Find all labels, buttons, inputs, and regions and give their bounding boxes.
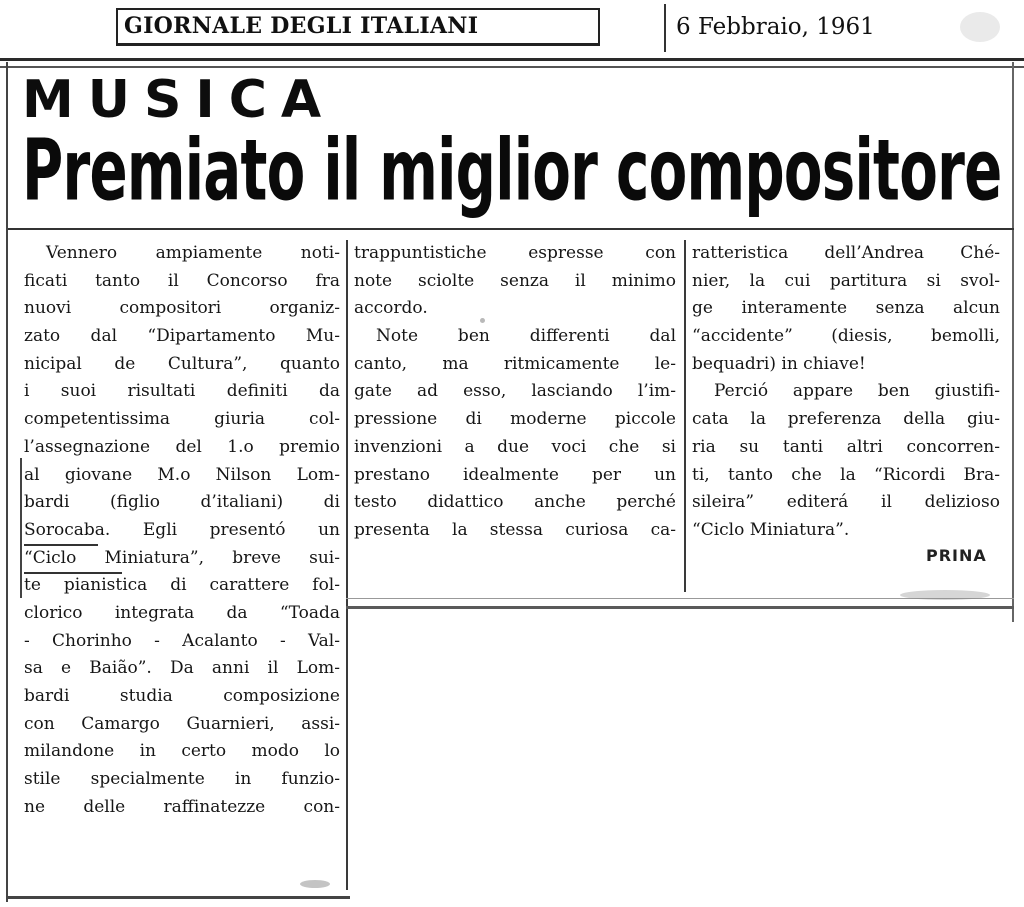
top-rule — [0, 58, 1024, 61]
column-divider — [684, 240, 686, 592]
right-border — [1012, 62, 1014, 622]
text-line: invenzioni a due voci che si — [354, 436, 676, 457]
text-line: bardi studia composizione — [24, 686, 340, 706]
text-line: ficati tanto il Concorso fra — [24, 270, 340, 291]
text-line: ge interamente senza alcun — [692, 298, 1000, 319]
text-line: - Chorinho - Acalanto - Val- — [24, 630, 340, 651]
text-line: note sciolte senza il minimo — [354, 270, 676, 291]
text-line: nuovi compositori organiz- — [24, 298, 340, 319]
article-column-2 — [354, 240, 676, 545]
text-line: bardi (figlio d’italiani) di — [24, 492, 340, 513]
text-line: testo didattico anche perché — [354, 492, 676, 513]
text-line: “Ciclo Miniatura”, breve sui- — [24, 547, 340, 568]
text-line: clorico integrata da “Toada — [24, 602, 340, 623]
article-column-1 — [24, 240, 340, 821]
text-line: sa e Baião”. Da anni il Lom- — [24, 658, 340, 679]
pencil-underline — [24, 572, 122, 574]
text-line: zato dal “Dipartamento Mu- — [24, 326, 340, 347]
text-line: nier, la cui partitura si svol- — [692, 270, 1000, 291]
text-line: accordo. — [354, 298, 428, 319]
text-line: milandone in certo modo lo — [24, 741, 340, 762]
text-line: gate ad esso, lasciando l’im- — [354, 381, 676, 402]
paper-stain — [900, 590, 990, 600]
text-line: pressione di moderne piccole — [354, 409, 676, 430]
text-line: ne delle raffinatezze con- — [24, 796, 340, 817]
text-line: “Ciclo Miniatura”. — [692, 519, 850, 540]
paper-stain — [300, 880, 330, 888]
paper-stain — [480, 318, 485, 323]
text-line: Note ben differenti dal — [376, 326, 676, 347]
article-column-3 — [692, 240, 1000, 545]
text-line: l’assegnazione del 1.o premio — [24, 436, 340, 457]
text-line: trappuntistiche espresse con — [354, 243, 676, 263]
left-border — [6, 62, 8, 902]
column-divider — [346, 240, 348, 890]
newspaper-name: GIORNALE DEGLI ITALIANI — [124, 13, 479, 39]
author-signature: PRINA — [926, 546, 987, 565]
pencil-bracket — [20, 458, 30, 598]
text-line: ti, tanto che la “Ricordi Bra- — [692, 464, 1000, 485]
text-line: “accidente” (diesis, bemolli, — [692, 326, 1000, 347]
text-line: ria su tanti altri concorren- — [692, 436, 1000, 457]
text-line: stile specialmente in funzio- — [24, 769, 340, 790]
text-line: ratteristica dell’Andrea Ché- — [692, 243, 1000, 263]
publication-date: 6 Febbraio, 1961 — [676, 14, 875, 40]
footer-rule — [6, 896, 350, 899]
text-line: nicipal de Cultura”, quanto — [24, 353, 340, 374]
bottom-rule — [346, 606, 1014, 609]
section-label: MUSICA — [22, 70, 336, 130]
paper-stain — [960, 12, 1000, 42]
text-line: competentissima giuria col- — [24, 409, 340, 430]
text-line: prestano idealmente per un — [354, 464, 676, 485]
text-line: sileira” editerá il delizioso — [692, 492, 1000, 513]
headline-rule — [8, 228, 1014, 230]
masthead-divider — [664, 4, 666, 52]
top-rule-thin — [0, 66, 1024, 68]
text-line: Sorocaba. Egli presentó un — [24, 519, 340, 540]
article-headline: Premiato il miglior compositore — [22, 120, 1002, 220]
text-line: bequadri) in chiave! — [692, 353, 866, 374]
pencil-underline — [24, 544, 98, 546]
text-line: te pianistica di carattere fol- — [24, 575, 340, 596]
text-line: canto, ma ritmicamente le- — [354, 353, 676, 374]
text-line: cata la preferenza della giu- — [692, 409, 1000, 430]
text-line: con Camargo Guarnieri, assi- — [24, 713, 340, 734]
text-line: presenta la stessa curiosa ca- — [354, 519, 676, 540]
text-line: Vennero ampiamente noti- — [46, 243, 340, 263]
text-line: i suoi risultati definiti da — [24, 381, 340, 402]
text-line: Perció appare ben giustifi- — [714, 381, 1000, 402]
text-line: al giovane M.o Nilson Lom- — [24, 464, 340, 485]
